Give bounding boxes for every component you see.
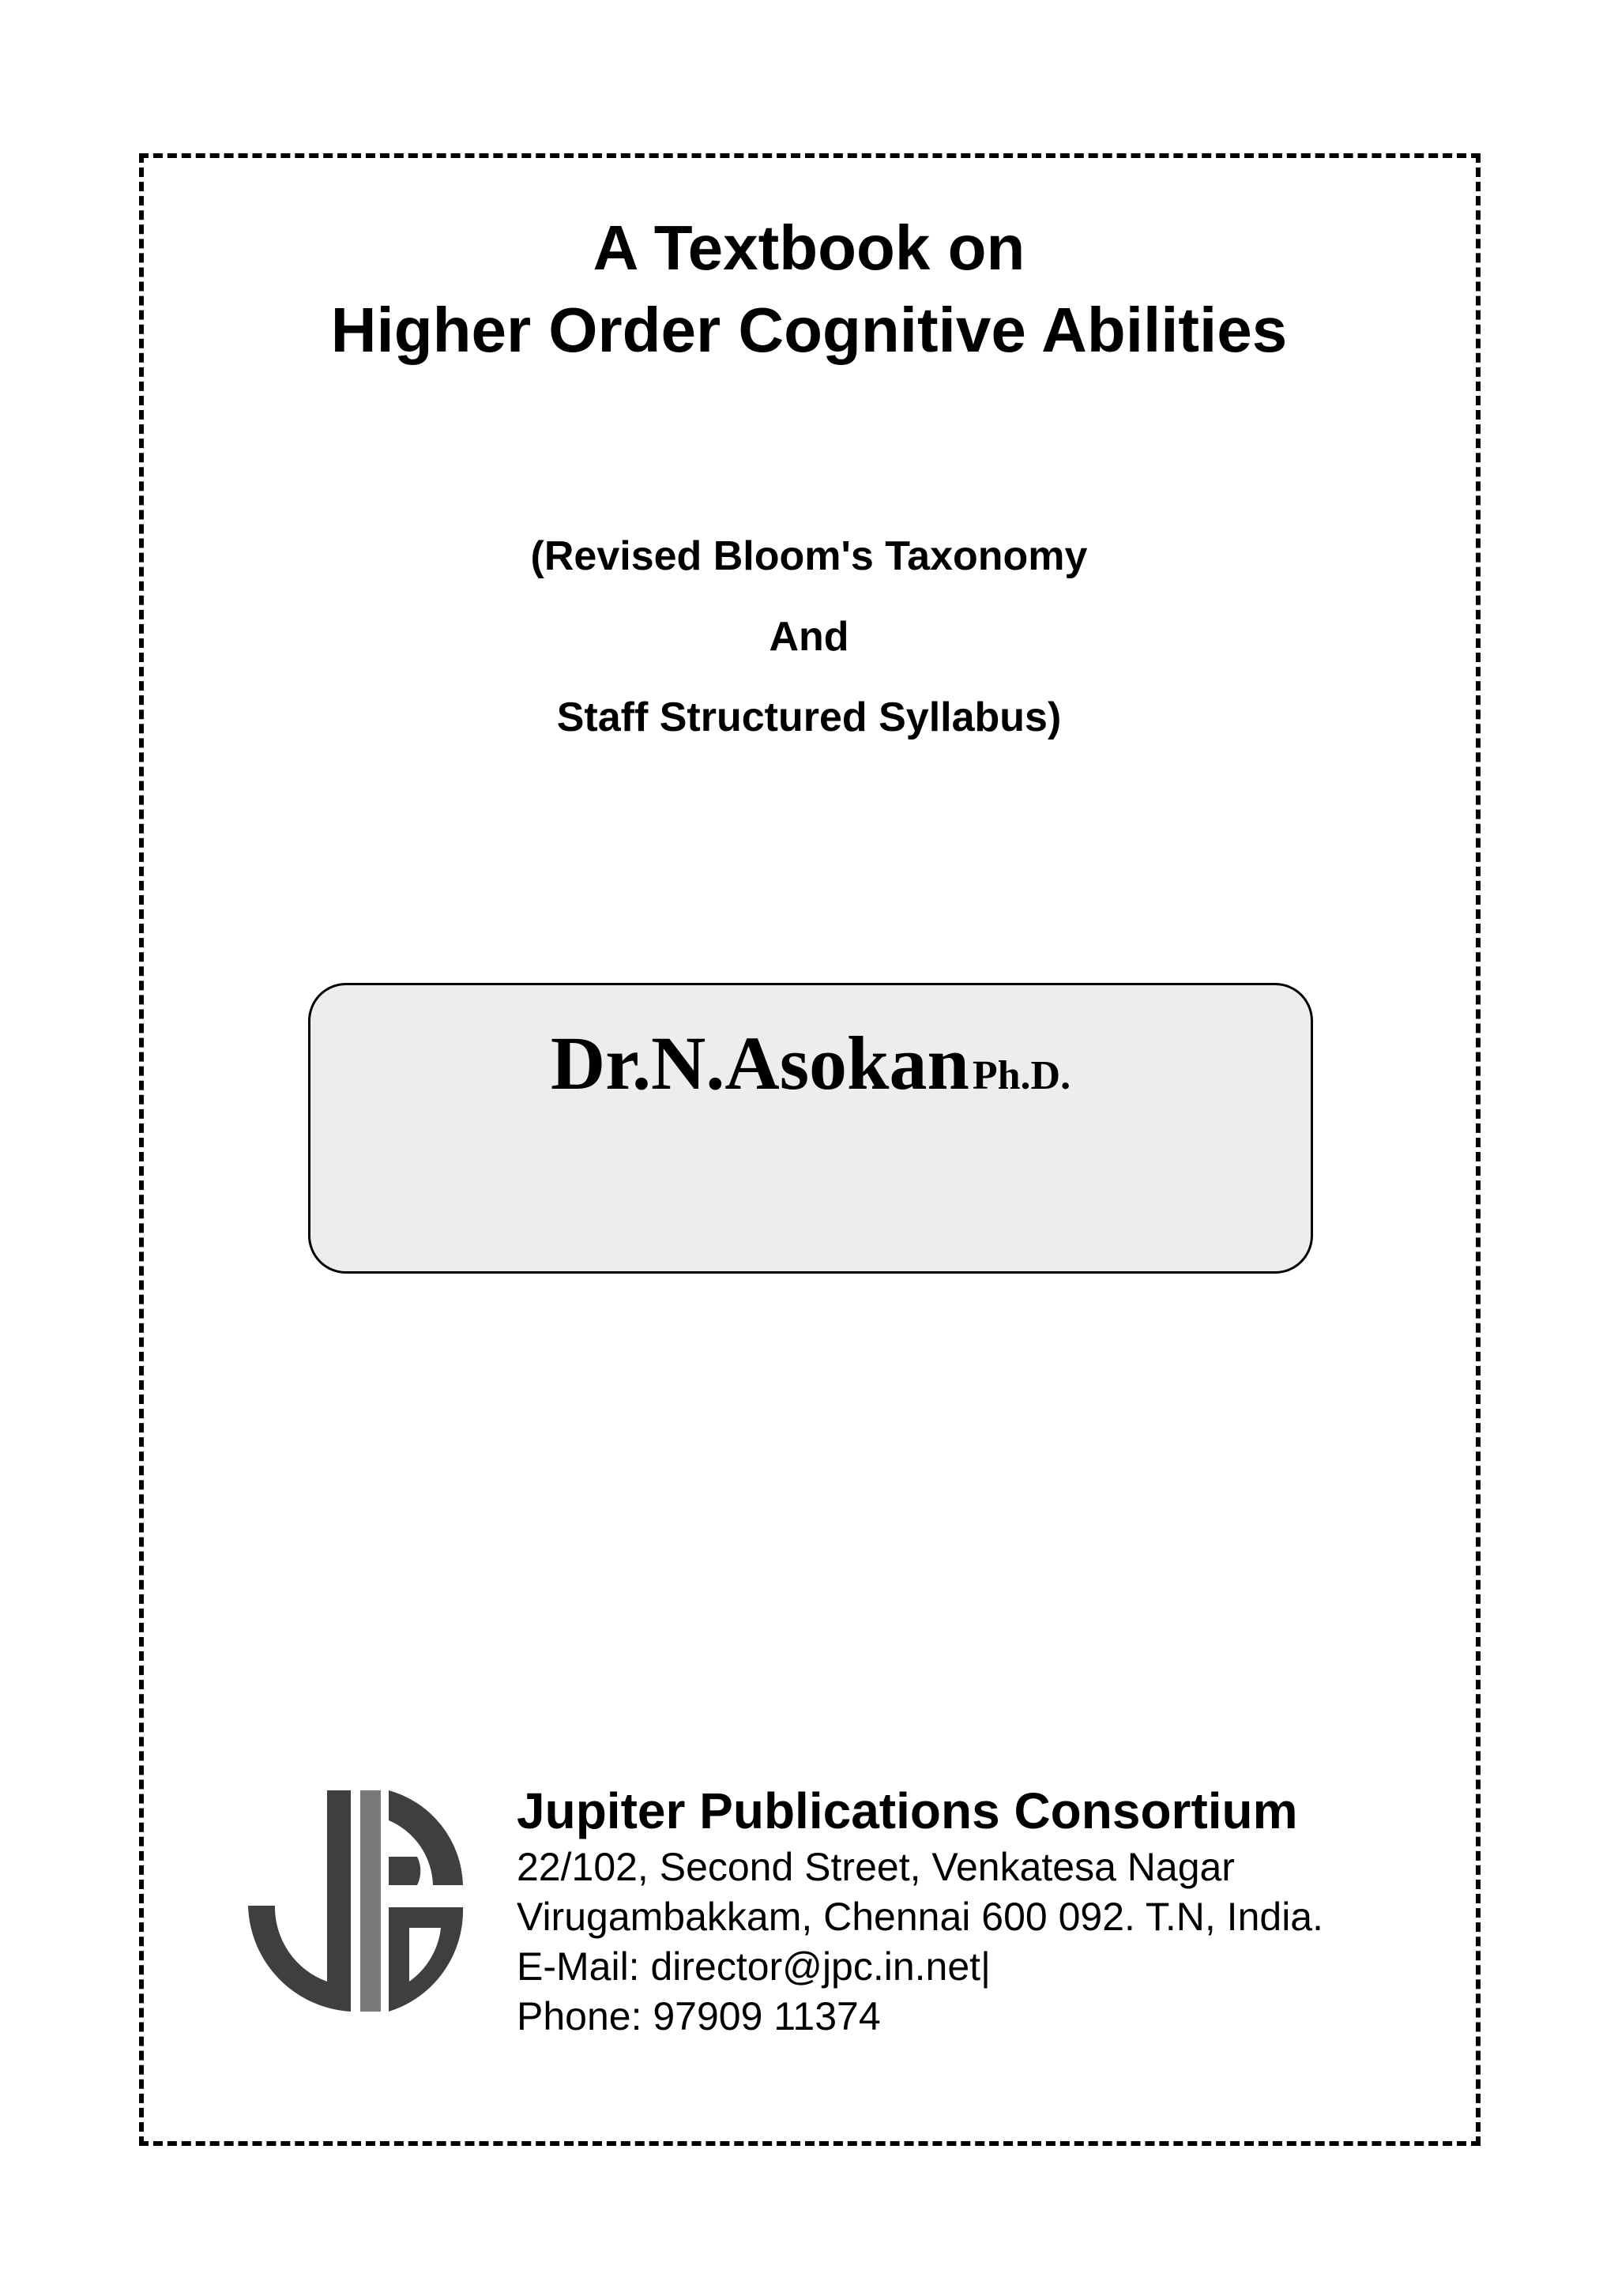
jpc-logo-icon (234, 1775, 474, 2021)
publisher-name: Jupiter Publications Consortium (517, 1782, 1298, 1839)
book-title-line-2: Higher Order Cognitive Abilities (330, 295, 1288, 365)
author-line (310, 1020, 1311, 1129)
author-degree: Ph.D. (972, 1053, 1071, 1098)
subtitle-line-2: And (769, 614, 849, 660)
publisher-address-line-1: 22/102, Second Street, Venkatesa Nagar (517, 1845, 1235, 1889)
publisher-block (517, 1779, 1449, 2042)
publisher-phone: Phone: 97909 11374 (517, 1994, 881, 2038)
author-box (308, 983, 1313, 1274)
publisher-email: E-Mail: director@jpc.in.net| (517, 1944, 991, 1989)
subtitle-line-3: Staff Structured Syllabus) (556, 694, 1062, 740)
book-title-line-1: A Textbook on (593, 213, 1025, 283)
author-name: Dr.N.Asokan (550, 1021, 969, 1105)
publisher-address-line-2: Virugambakkam, Chennai 600 092. T.N, India. (517, 1895, 1323, 1939)
subtitle-line-1: (Revised Bloom's Taxonomy (530, 533, 1088, 579)
